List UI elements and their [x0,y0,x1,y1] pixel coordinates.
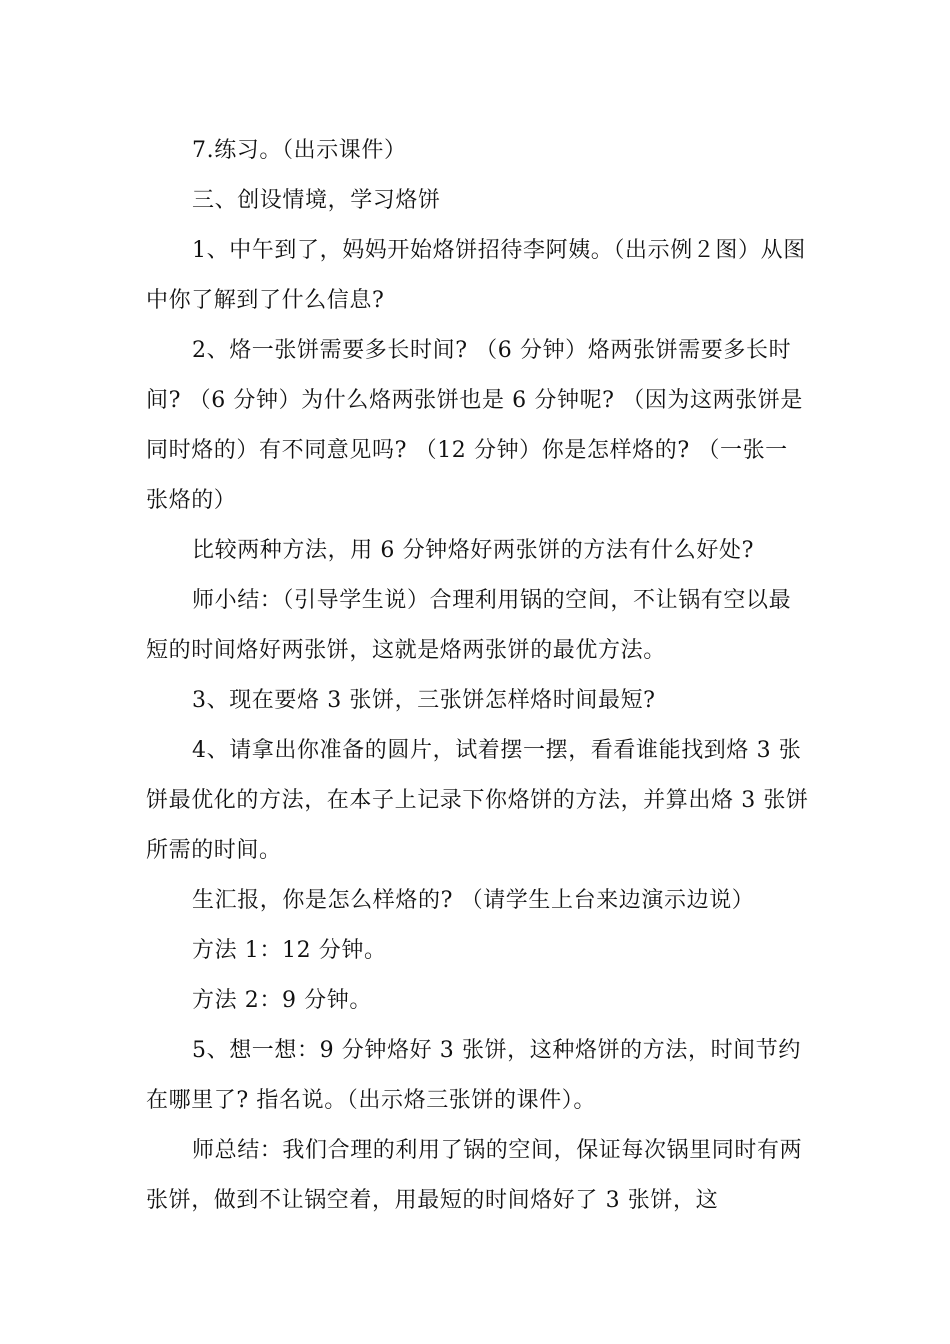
paragraph-5: 5、想一想：9 分钟烙好 3 张饼，这种烙饼的方法，时间节约在哪里了? 指名说。（出示烙三张饼的课件）。 [146,1038,801,1113]
paragraph-teacher-conclusion: 师总结：我们合理的利用了锅的空间，保证每次锅里同时有两张饼，做到不让锅空着，用最短的时间烙好了 3 张饼，这 [146,1138,803,1213]
paragraph-1: 1、中午到了，妈妈开始烙饼招待李阿姨。（出示例２图）从图中你了解到了什么信息? [146,238,806,313]
paragraph-teacher-summary: 师小结：（引导学生说）合理利用锅的空间，不让锅有空以最短的时间烙好两张饼，这就是烙两张饼的最优方法。 [146,588,792,663]
paragraph-exercise: 7.练习。（出示课件） [192,138,407,163]
paragraph-3: 3、现在要烙 3 张饼，三张饼怎样烙时间最短? [192,688,656,713]
paragraph-2: 2、烙一张饼需要多长时间? （6 分钟）烙两张饼需要多长时间? （6 分钟）为什么烙两张饼也是 6 分钟呢? （因为这两张饼是同时烙的）有不同意见吗? （12 分钟）你是怎样烙的? （一张一张烙的） [146,338,803,513]
paragraph-method-1: 方法 1：12 分钟。 [192,938,387,963]
paragraph-method-2: 方法 2：9 分钟。 [192,988,372,1013]
document-page [146,126,810,1226]
paragraph-compare: 比较两种方法，用 6 分钟烙好两张饼的方法有什么好处? [192,538,754,563]
paragraph-student-report: 生汇报，你是怎么样烙的? （请学生上台来边演示边说） [192,888,755,913]
section-heading-3: 三、创设情境，学习烙饼 [192,188,441,213]
paragraph-4: 4、请拿出你准备的圆片，试着摆一摆，看看谁能找到烙 3 张饼最优化的方法，在本子上记录下你烙饼的方法，并算出烙 3 张饼所需的时间。 [146,738,809,863]
